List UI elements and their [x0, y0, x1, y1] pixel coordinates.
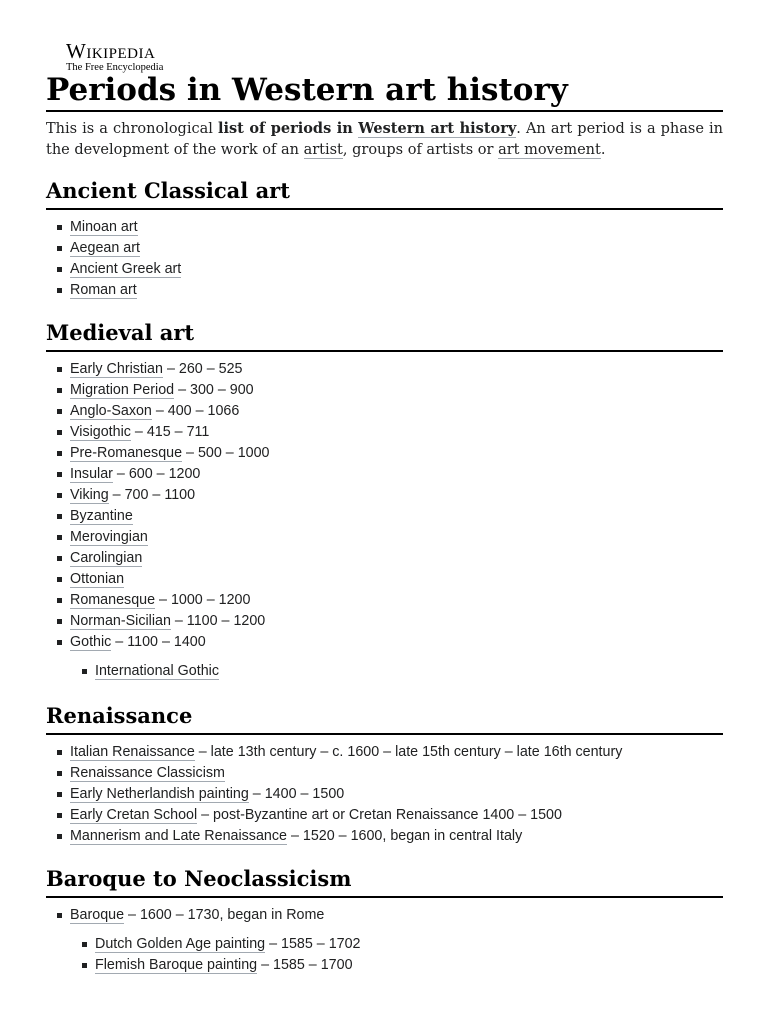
- list-item-link[interactable]: Byzantine: [70, 508, 133, 524]
- sub-list-item: [46, 661, 723, 682]
- list-item-link[interactable]: Insular: [70, 466, 113, 482]
- list-item-text: – 1100 – 1200: [170, 613, 266, 629]
- list-item-link[interactable]: Carolingian: [70, 550, 143, 566]
- list-item-link[interactable]: Migration Period: [70, 382, 175, 398]
- list-item-text: – 600 – 1200: [112, 466, 201, 482]
- list-item-text: – 1520 – 1600, began in central Italy: [286, 828, 523, 844]
- sub-list-item: [46, 934, 723, 955]
- list-item-link[interactable]: Gothic: [70, 634, 112, 650]
- sub-list-item: [46, 955, 723, 976]
- intro-text: , groups of artists or: [342, 142, 499, 158]
- intro-text: This is a chronological: [46, 121, 218, 137]
- list-item: [46, 217, 723, 238]
- list-item-text: – 415 – 711: [130, 424, 210, 440]
- list-item-link[interactable]: International Gothic: [95, 663, 219, 679]
- list-item-link[interactable]: Pre-Romanesque: [70, 445, 183, 461]
- intro-bold-text: list of periods in: [217, 120, 359, 137]
- list-item: [46, 742, 723, 763]
- list-item-text: – late 13th century – c. 1600 – late 15th century – late 16th century: [194, 744, 623, 760]
- list-item: [46, 763, 723, 784]
- baroque-list: [46, 905, 723, 976]
- list-item-link[interactable]: Ancient Greek art: [70, 261, 182, 277]
- section-ancient: [46, 176, 723, 301]
- section-heading: Ancient Classical art: [46, 176, 723, 210]
- list-item-link[interactable]: Norman-Sicilian: [70, 613, 171, 629]
- list-item: [46, 464, 723, 485]
- list-item: [46, 905, 723, 926]
- list-spacer: [46, 653, 723, 661]
- list-item-link[interactable]: Minoan art: [70, 219, 138, 235]
- list-item-link[interactable]: Ottonian: [70, 571, 125, 587]
- medieval-list: [46, 359, 723, 682]
- list-item: [46, 590, 723, 611]
- list-item-link[interactable]: Merovingian: [70, 529, 148, 545]
- section-heading: Medieval art: [46, 318, 723, 352]
- intro-text: .: [600, 142, 606, 158]
- list-item-link[interactable]: Mannerism and Late Renaissance: [70, 828, 287, 844]
- list-item: [46, 422, 723, 443]
- list-spacer: [46, 926, 723, 934]
- list-item-text: – 1585 – 1702: [265, 936, 361, 952]
- page-title: Periods in Western art history: [46, 70, 723, 112]
- renaissance-list: [46, 742, 723, 847]
- intro-paragraph: [46, 118, 723, 161]
- ancient-list: [46, 217, 723, 301]
- list-item-link[interactable]: Early Cretan School: [70, 807, 198, 823]
- list-item-text: – 260 – 525: [162, 361, 243, 377]
- list-item: [46, 826, 723, 847]
- list-item: [46, 548, 723, 569]
- list-item: [46, 527, 723, 548]
- list-item: [46, 784, 723, 805]
- logo-wordmark: Wikipedia: [66, 39, 156, 63]
- list-item-text: – 400 – 1066: [151, 403, 240, 419]
- list-item-text: – 1000 – 1200: [155, 592, 251, 608]
- list-item: [46, 805, 723, 826]
- list-item: [46, 485, 723, 506]
- list-item-text: – 500 – 1000: [182, 445, 270, 461]
- section-baroque: [46, 864, 723, 976]
- list-item-link[interactable]: Visigothic: [70, 424, 131, 440]
- list-item: [46, 569, 723, 590]
- list-item-text: – 1585 – 1700: [257, 957, 353, 973]
- section-medieval: [46, 318, 723, 682]
- list-item: [46, 632, 723, 653]
- list-item-text: – 1100 – 1400: [111, 634, 206, 650]
- intro-bold: [218, 120, 516, 138]
- list-item: [46, 401, 723, 422]
- list-item-link[interactable]: Early Christian: [70, 361, 163, 377]
- list-item-link[interactable]: Renaissance Classicism: [70, 765, 225, 781]
- list-item-text: – 300 – 900: [174, 382, 254, 398]
- list-item: [46, 443, 723, 464]
- list-item: [46, 280, 723, 301]
- list-item-link[interactable]: Dutch Golden Age painting: [95, 936, 266, 952]
- list-item-link[interactable]: Baroque: [70, 907, 125, 923]
- list-item: [46, 238, 723, 259]
- list-item-link[interactable]: Romanesque: [70, 592, 156, 608]
- list-item-text: – 700 – 1100: [108, 487, 196, 503]
- list-item: [46, 506, 723, 527]
- list-item-text: – 1400 – 1500: [248, 786, 345, 802]
- section-renaissance: [46, 701, 723, 847]
- list-item-link[interactable]: Flemish Baroque painting: [95, 957, 258, 973]
- list-item-link[interactable]: Italian Renaissance: [70, 744, 195, 760]
- section-heading: Renaissance: [46, 701, 723, 735]
- list-item-link[interactable]: Aegean art: [70, 240, 140, 256]
- list-item-link[interactable]: Roman art: [70, 282, 137, 298]
- list-item: [46, 380, 723, 401]
- artist-link[interactable]: artist: [303, 142, 343, 158]
- art-movement-link[interactable]: art movement: [498, 142, 601, 158]
- section-heading: Baroque to Neoclassicism: [46, 864, 723, 898]
- list-item-link[interactable]: Early Netherlandish painting: [70, 786, 249, 802]
- list-item: [46, 259, 723, 280]
- western-art-history-link[interactable]: Western art history: [358, 120, 517, 137]
- list-item-link[interactable]: Anglo-Saxon: [70, 403, 152, 419]
- list-item-link[interactable]: Viking: [70, 487, 109, 503]
- list-item: [46, 611, 723, 632]
- logo-tagline: The Free Encyclopedia: [66, 62, 164, 73]
- intro-text: . An art period is a phase in the development of the work of an: [46, 121, 723, 158]
- wikipedia-logo[interactable]: [66, 40, 163, 74]
- list-item-text: – 1600 – 1730, began in Rome: [124, 907, 325, 923]
- list-item: [46, 359, 723, 380]
- list-item-text: – post-Byzantine art or Cretan Renaissance 1400 – 1500: [197, 807, 562, 823]
